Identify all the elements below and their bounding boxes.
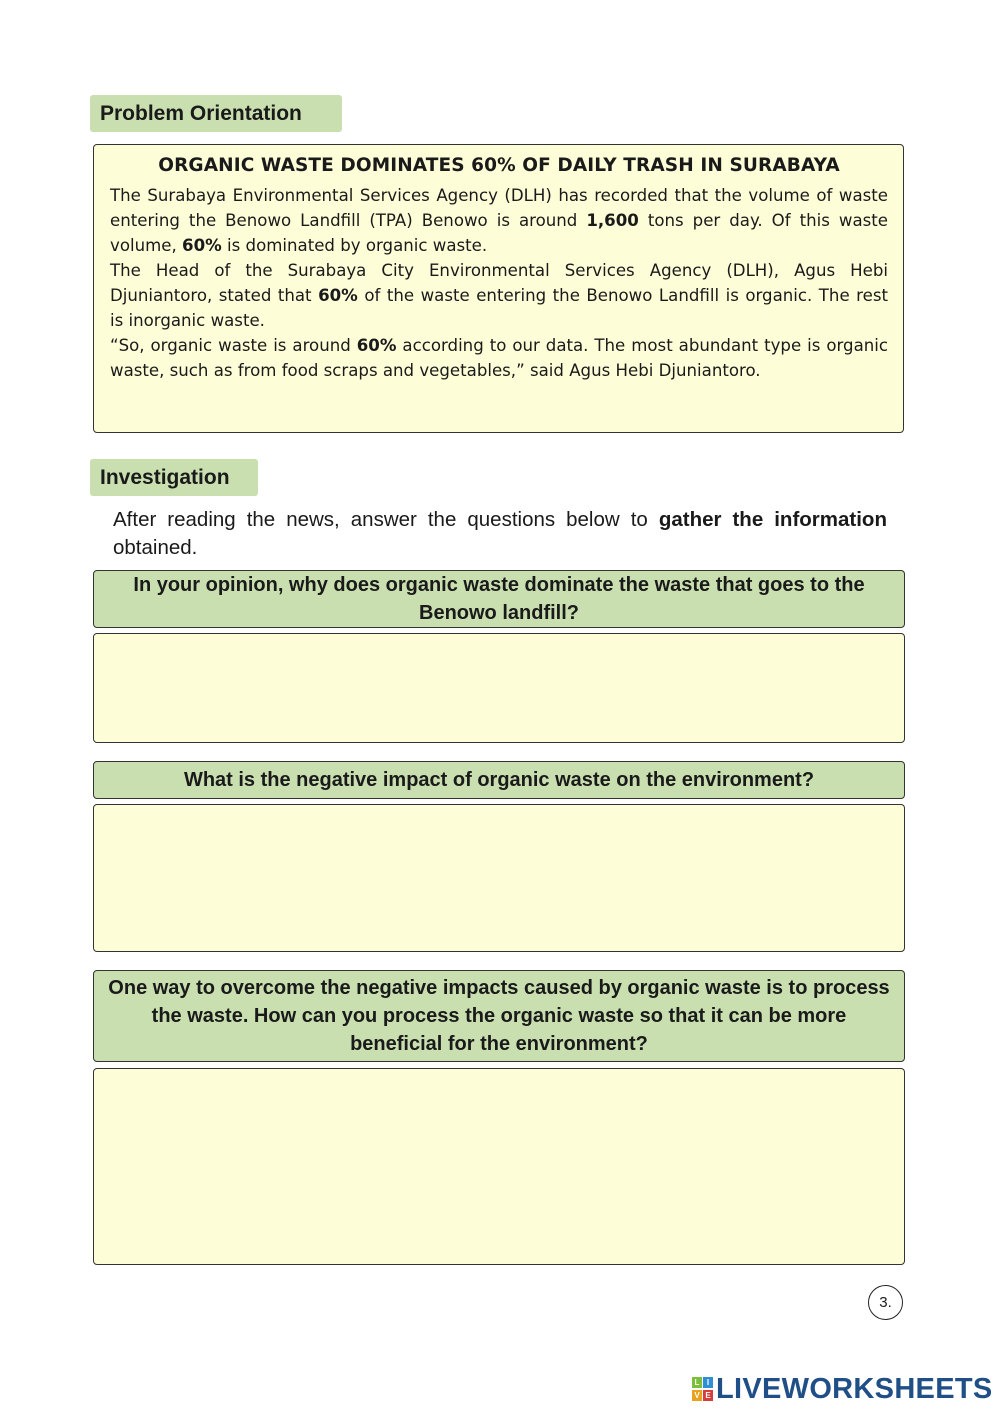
answer-box-1[interactable]: [93, 633, 905, 743]
news-paragraph-1: The Surabaya Environmental Services Agency (DLH) has recorded that the volume of waste entering the Benowo Landfill (TPA) Benowo is around 1,600 tons per day. Of this waste volume, 60% is dominated by organic waste.: [110, 186, 888, 255]
liveworksheets-wordmark: LIVEWORKSHEETS: [716, 1373, 993, 1405]
liveworksheets-logo: [692, 1373, 993, 1406]
liveworksheets-icon: L I V E: [692, 1377, 714, 1402]
answer-box-2[interactable]: [93, 804, 905, 952]
news-paragraph-2: The Head of the Surabaya City Environmental Services Agency (DLH), Agus Hebi Djuniantoro, stated that 60% of the waste entering the Benowo Landfill is organic. The rest is inorganic waste.: [110, 261, 888, 330]
question-2: What is the negative impact of organic waste on the environment?: [93, 761, 905, 799]
question-1: In your opinion, why does organic waste dominate the waste that goes to the Benowo landfill?: [93, 570, 905, 628]
investigation-instructions: After reading the news, answer the questions below to gather the information obtained.: [113, 508, 887, 559]
news-article-box: [93, 144, 904, 433]
section-heading-investigation: Investigation: [90, 459, 258, 496]
section-heading-problem-orientation: Problem Orientation: [90, 95, 342, 132]
news-headline: ORGANIC WASTE DOMINATES 60% OF DAILY TRASH IN SURABAYA: [158, 155, 840, 176]
page-number: 3.: [868, 1285, 903, 1320]
news-paragraph-3: “So, organic waste is around 60% according to our data. The most abundant type is organic waste, such as from food scraps and vegetables,” said Agus Hebi Djuniantoro.: [110, 336, 888, 380]
answer-box-3[interactable]: [93, 1068, 905, 1265]
question-3: One way to overcome the negative impacts caused by organic waste is to process the waste. How can you process the organic waste so that it can be more beneficial for the environment?: [93, 970, 905, 1062]
